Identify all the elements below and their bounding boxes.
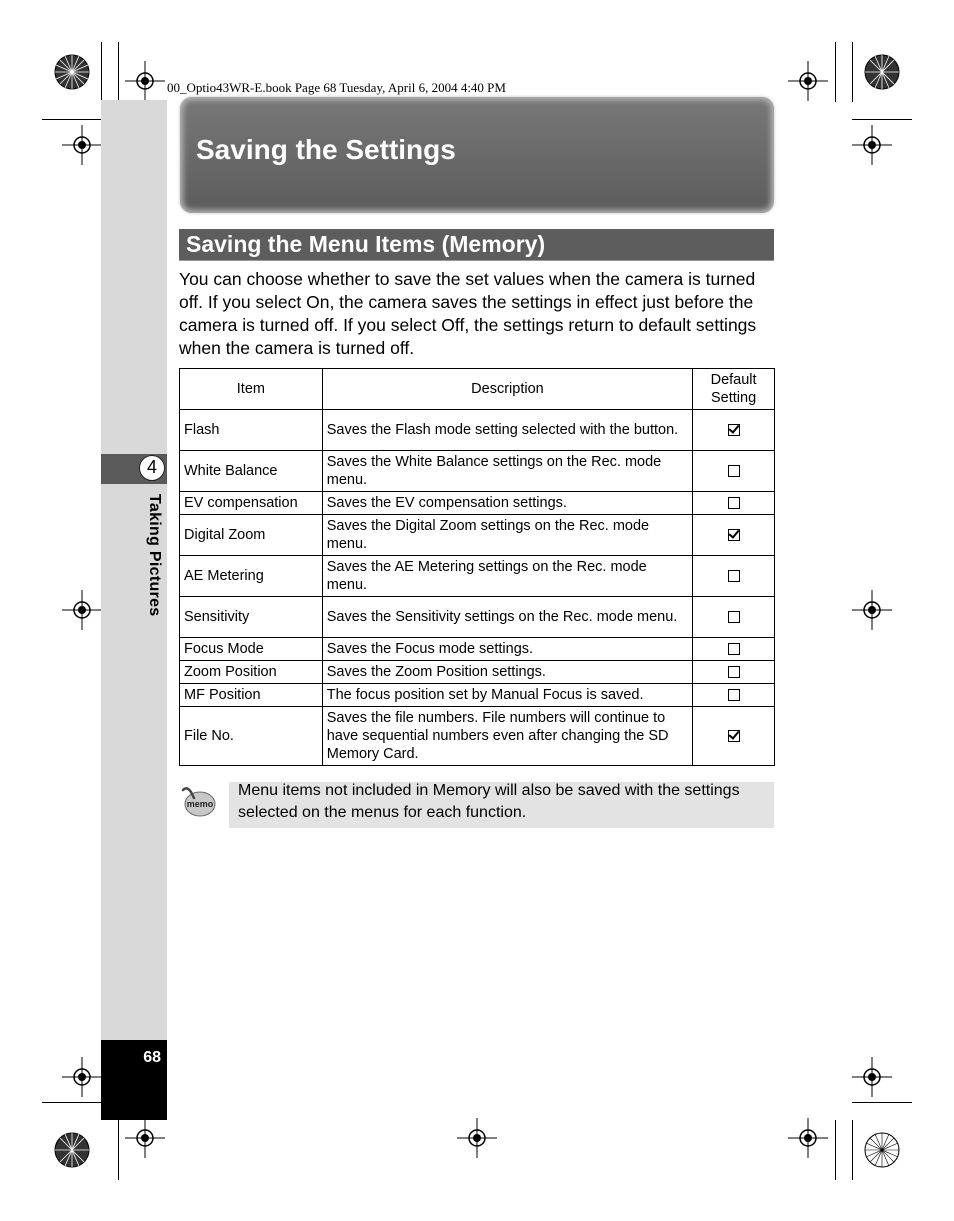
table-row	[180, 556, 775, 597]
checked-box-icon	[728, 424, 740, 436]
table-row	[180, 638, 775, 661]
empty-box-icon	[728, 497, 740, 509]
table-row	[180, 684, 775, 707]
row-item: EV compensation	[180, 492, 323, 515]
row-item: Focus Mode	[180, 638, 323, 661]
row-default	[693, 410, 775, 451]
row-description: Saves the Sensitivity settings on the Rec. mode menu.	[322, 597, 692, 638]
registration-target-icon	[52, 1130, 92, 1170]
table-row	[180, 451, 775, 492]
empty-box-icon	[728, 666, 740, 678]
table-row	[180, 661, 775, 684]
crosshair-icon	[852, 1057, 892, 1097]
crosshair-icon	[852, 125, 892, 165]
table-row	[180, 707, 775, 766]
checked-box-icon	[728, 730, 740, 742]
row-default	[693, 684, 775, 707]
registration-target-icon	[862, 1130, 902, 1170]
chapter-number: 4	[139, 455, 165, 481]
row-default	[693, 638, 775, 661]
empty-box-icon	[728, 570, 740, 582]
empty-box-icon	[728, 643, 740, 655]
checked-box-icon	[728, 529, 740, 541]
row-item: File No.	[180, 707, 323, 766]
header-description: Description	[322, 369, 692, 410]
row-default	[693, 451, 775, 492]
print-header: 00_Optio43WR-E.book Page 68 Tuesday, April 6, 2004 4:40 PM	[167, 80, 506, 95]
table-row	[180, 597, 775, 638]
crosshair-icon	[62, 125, 102, 165]
row-item: Digital Zoom	[180, 515, 323, 556]
header-item: Item	[180, 369, 323, 410]
row-default	[693, 515, 775, 556]
table-row	[180, 515, 775, 556]
chapter-title: Taking Pictures	[146, 494, 163, 617]
crosshair-icon	[125, 1118, 165, 1158]
page-title: Saving the Settings	[196, 134, 456, 165]
row-default	[693, 707, 775, 766]
row-item: AE Metering	[180, 556, 323, 597]
row-default	[693, 597, 775, 638]
table-row	[180, 410, 775, 451]
memo-text: Menu items not included in Memory will also be saved with the settings selected on the menus for each function.	[238, 782, 740, 821]
crosshair-icon	[125, 61, 165, 101]
crosshair-icon	[788, 61, 828, 101]
row-item: White Balance	[180, 451, 323, 492]
memo-icon	[180, 784, 216, 818]
row-description: Saves the Flash mode setting selected with the button.	[322, 410, 692, 451]
row-description: Saves the White Balance settings on the Rec. mode menu.	[322, 451, 692, 492]
row-item: Flash	[180, 410, 323, 451]
row-default	[693, 661, 775, 684]
row-description: Saves the Zoom Position settings.	[322, 661, 692, 684]
crosshair-icon	[62, 590, 102, 630]
empty-box-icon	[728, 465, 740, 477]
page-number: 68	[143, 1049, 161, 1066]
row-description: Saves the Focus mode settings.	[322, 638, 692, 661]
row-description: The focus position set by Manual Focus is saved.	[322, 684, 692, 707]
registration-target-icon	[862, 52, 902, 92]
row-description: Saves the AE Metering settings on the Rec. mode menu.	[322, 556, 692, 597]
crosshair-icon	[457, 1118, 497, 1158]
header-default-setting: Default Setting	[693, 369, 775, 410]
table-row	[180, 492, 775, 515]
crosshair-icon	[788, 1118, 828, 1158]
row-default	[693, 556, 775, 597]
row-description: Saves the Digital Zoom settings on the Rec. mode menu.	[322, 515, 692, 556]
section-heading: Saving the Menu Items (Memory)	[186, 231, 546, 257]
row-description: Saves the EV compensation settings.	[322, 492, 692, 515]
memo-icon-label: memo	[186, 799, 214, 809]
row-default	[693, 492, 775, 515]
intro-paragraph: You can choose whether to save the set values when the camera is turned off. If you select On, the camera saves the settings in effect just before the camera is turned off. If you select Off, the settings return to default settings when the camera is turned off.	[179, 269, 757, 358]
row-item: Zoom Position	[180, 661, 323, 684]
registration-target-icon	[52, 52, 92, 92]
crosshair-icon	[62, 1057, 102, 1097]
empty-box-icon	[728, 611, 740, 623]
row-item: Sensitivity	[180, 597, 323, 638]
memory-settings-table	[179, 368, 775, 766]
crosshair-icon	[852, 590, 892, 630]
row-item: MF Position	[180, 684, 323, 707]
empty-box-icon	[728, 689, 740, 701]
row-description: Saves the file numbers. File numbers will continue to have sequential numbers even after changing the SD Memory Card.	[322, 707, 692, 766]
